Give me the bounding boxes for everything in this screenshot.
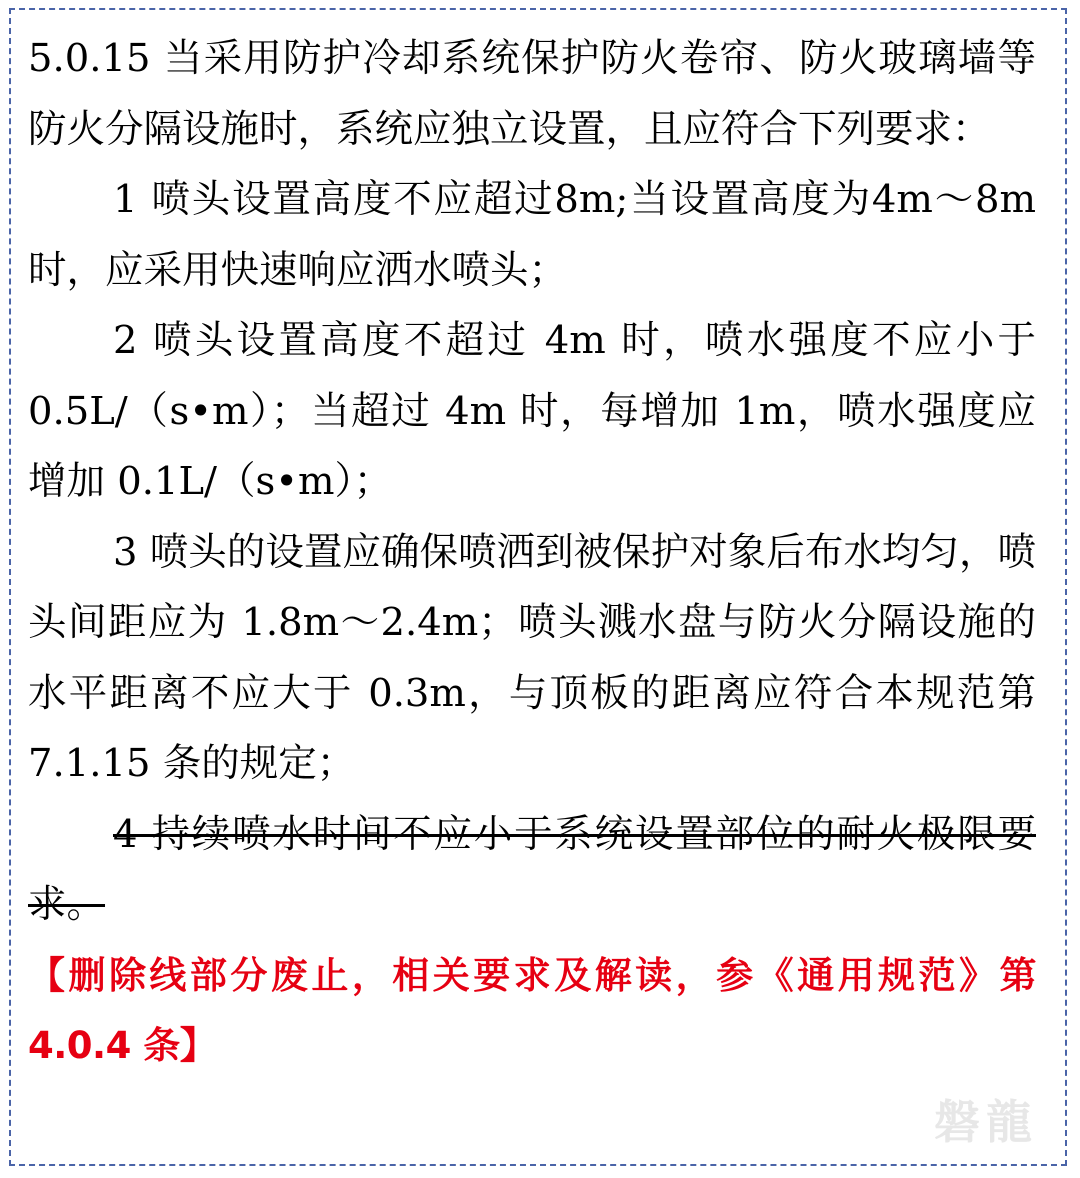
abolition-note: 【删除线部分废止，相关要求及解读，参《通用规范》第 4.0.4 条】: [28, 953, 1036, 1067]
clause-item-3: 3 喷头的设置应确保喷洒到被保护对象后布水均匀，喷头间距应为 1.8m～2.4m；喷头溅水盘与防火分隔设施的水平距离不应大于 0.3m，与顶板的距离应符合本规范第 7.1.15 条的规定；: [28, 529, 1036, 786]
regulation-text: [28, 24, 1036, 1082]
watermark-logo: 磐龍: [934, 1095, 1038, 1149]
clause-intro: 5.0.15 当采用防护冷却系统保护防火卷帘、防火玻璃墙等防火分隔设施时，系统应独立设置，且应符合下列要求：: [28, 36, 1036, 152]
clause-item-1: 1 喷头设置高度不应超过8m;当设置高度为4m～8m时，应采用快速响应洒水喷头；: [28, 177, 1036, 293]
clause-item-4-deleted: 4 持续喷水时间不应小于系统设置部位的耐火极限要求。: [28, 811, 1036, 927]
clause-item-2: 2 喷头设置高度不超过 4m 时，喷水强度不应小于 0.5L/（s•m）；当超过 4m 时，每增加 1m，喷水强度应增加 0.1L/（s•m）；: [28, 318, 1036, 504]
